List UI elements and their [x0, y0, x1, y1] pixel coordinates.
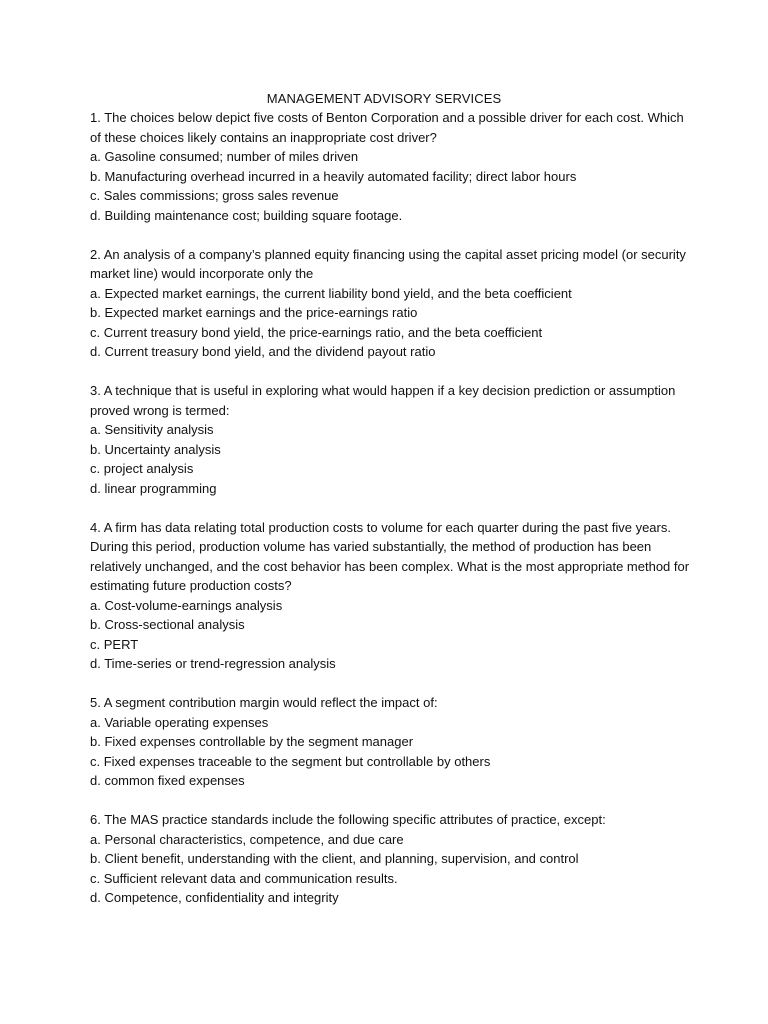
question-stem: 2. An analysis of a company’s planned equity financing using the capital asset pricing model (or security market line) would incorporate only the — [90, 246, 686, 281]
question-2 — [90, 245, 690, 362]
question-stem: 5. A segment contribution margin would reflect the impact of: — [90, 695, 438, 710]
answer-option-d: d. Time-series or trend-regression analysis — [90, 656, 336, 671]
answer-option-b: b. Client benefit, understanding with the client, and planning, supervision, and control — [90, 851, 579, 866]
answer-option-a: a. Gasoline consumed; number of miles driven — [90, 149, 359, 164]
answer-option-c: c. project analysis — [90, 461, 194, 476]
question-stem: 4. A firm has data relating total production costs to volume for each quarter during the past five years. During this period, production volume has varied substantially, the method of production has been relatively unchanged, and the cost behavior has been complex. What is the most appropriate method for estimating future production costs? — [90, 519, 690, 593]
question-stem: 3. A technique that is useful in exploring what would happen if a key decision prediction or assumption proved wrong is termed: — [90, 383, 676, 418]
answer-option-a: a. Variable operating expenses — [90, 714, 269, 730]
answer-option-b: b. Uncertainty analysis — [90, 441, 221, 457]
answer-option-c: c. Sales commissions; gross sales revenue — [90, 188, 339, 203]
question-3 — [90, 381, 690, 498]
answer-option-b: b. Expected market earnings and the price-earnings ratio — [90, 305, 418, 320]
question-1 — [90, 108, 690, 225]
question-stem: 1. The choices below depict five costs of Benton Corporation and a possible driver for each cost. Which of these choices likely contains an inappropriate cost driver? — [90, 110, 684, 145]
question-6 — [90, 810, 690, 908]
answer-option-c: c. Sufficient relevant data and communication results. — [90, 870, 398, 886]
answer-option-b: b. Manufacturing overhead incurred in a heavily automated facility; direct labor hours — [90, 168, 577, 184]
answer-option-b: b. Fixed expenses controllable by the segment manager — [90, 734, 414, 749]
question-stem: 6. The MAS practice standards include the following specific attributes of practice, except: — [90, 812, 606, 827]
answer-option-c: c. Current treasury bond yield, the price-earnings ratio, and the beta coefficient — [90, 324, 543, 340]
answer-option-c: c. PERT — [90, 636, 139, 652]
answer-option-d: d. Current treasury bond yield, and the dividend payout ratio — [90, 344, 436, 359]
answer-option-d: d. common fixed expenses — [90, 773, 245, 788]
document-title: MANAGEMENT ADVISORY SERVICES — [266, 91, 502, 106]
answer-option-b: b. Cross-sectional analysis — [90, 617, 245, 632]
answer-option-d: d. linear programming — [90, 480, 217, 496]
answer-option-c: c. Fixed expenses traceable to the segment but controllable by others — [90, 753, 491, 769]
answer-option-d: d. Building maintenance cost; building square footage. — [90, 207, 403, 223]
answer-option-a: a. Sensitivity analysis — [90, 422, 214, 437]
answer-option-a: a. Expected market earnings, the current liability bond yield, and the beta coefficient — [90, 285, 572, 301]
answer-option-a: a. Cost-volume-earnings analysis — [90, 597, 283, 613]
question-4 — [90, 518, 690, 674]
answer-option-d: d. Competence, confidentiality and integrity — [90, 890, 339, 905]
question-5 — [90, 693, 690, 791]
answer-option-a: a. Personal characteristics, competence, and due care — [90, 831, 404, 847]
question-list — [90, 108, 690, 927]
